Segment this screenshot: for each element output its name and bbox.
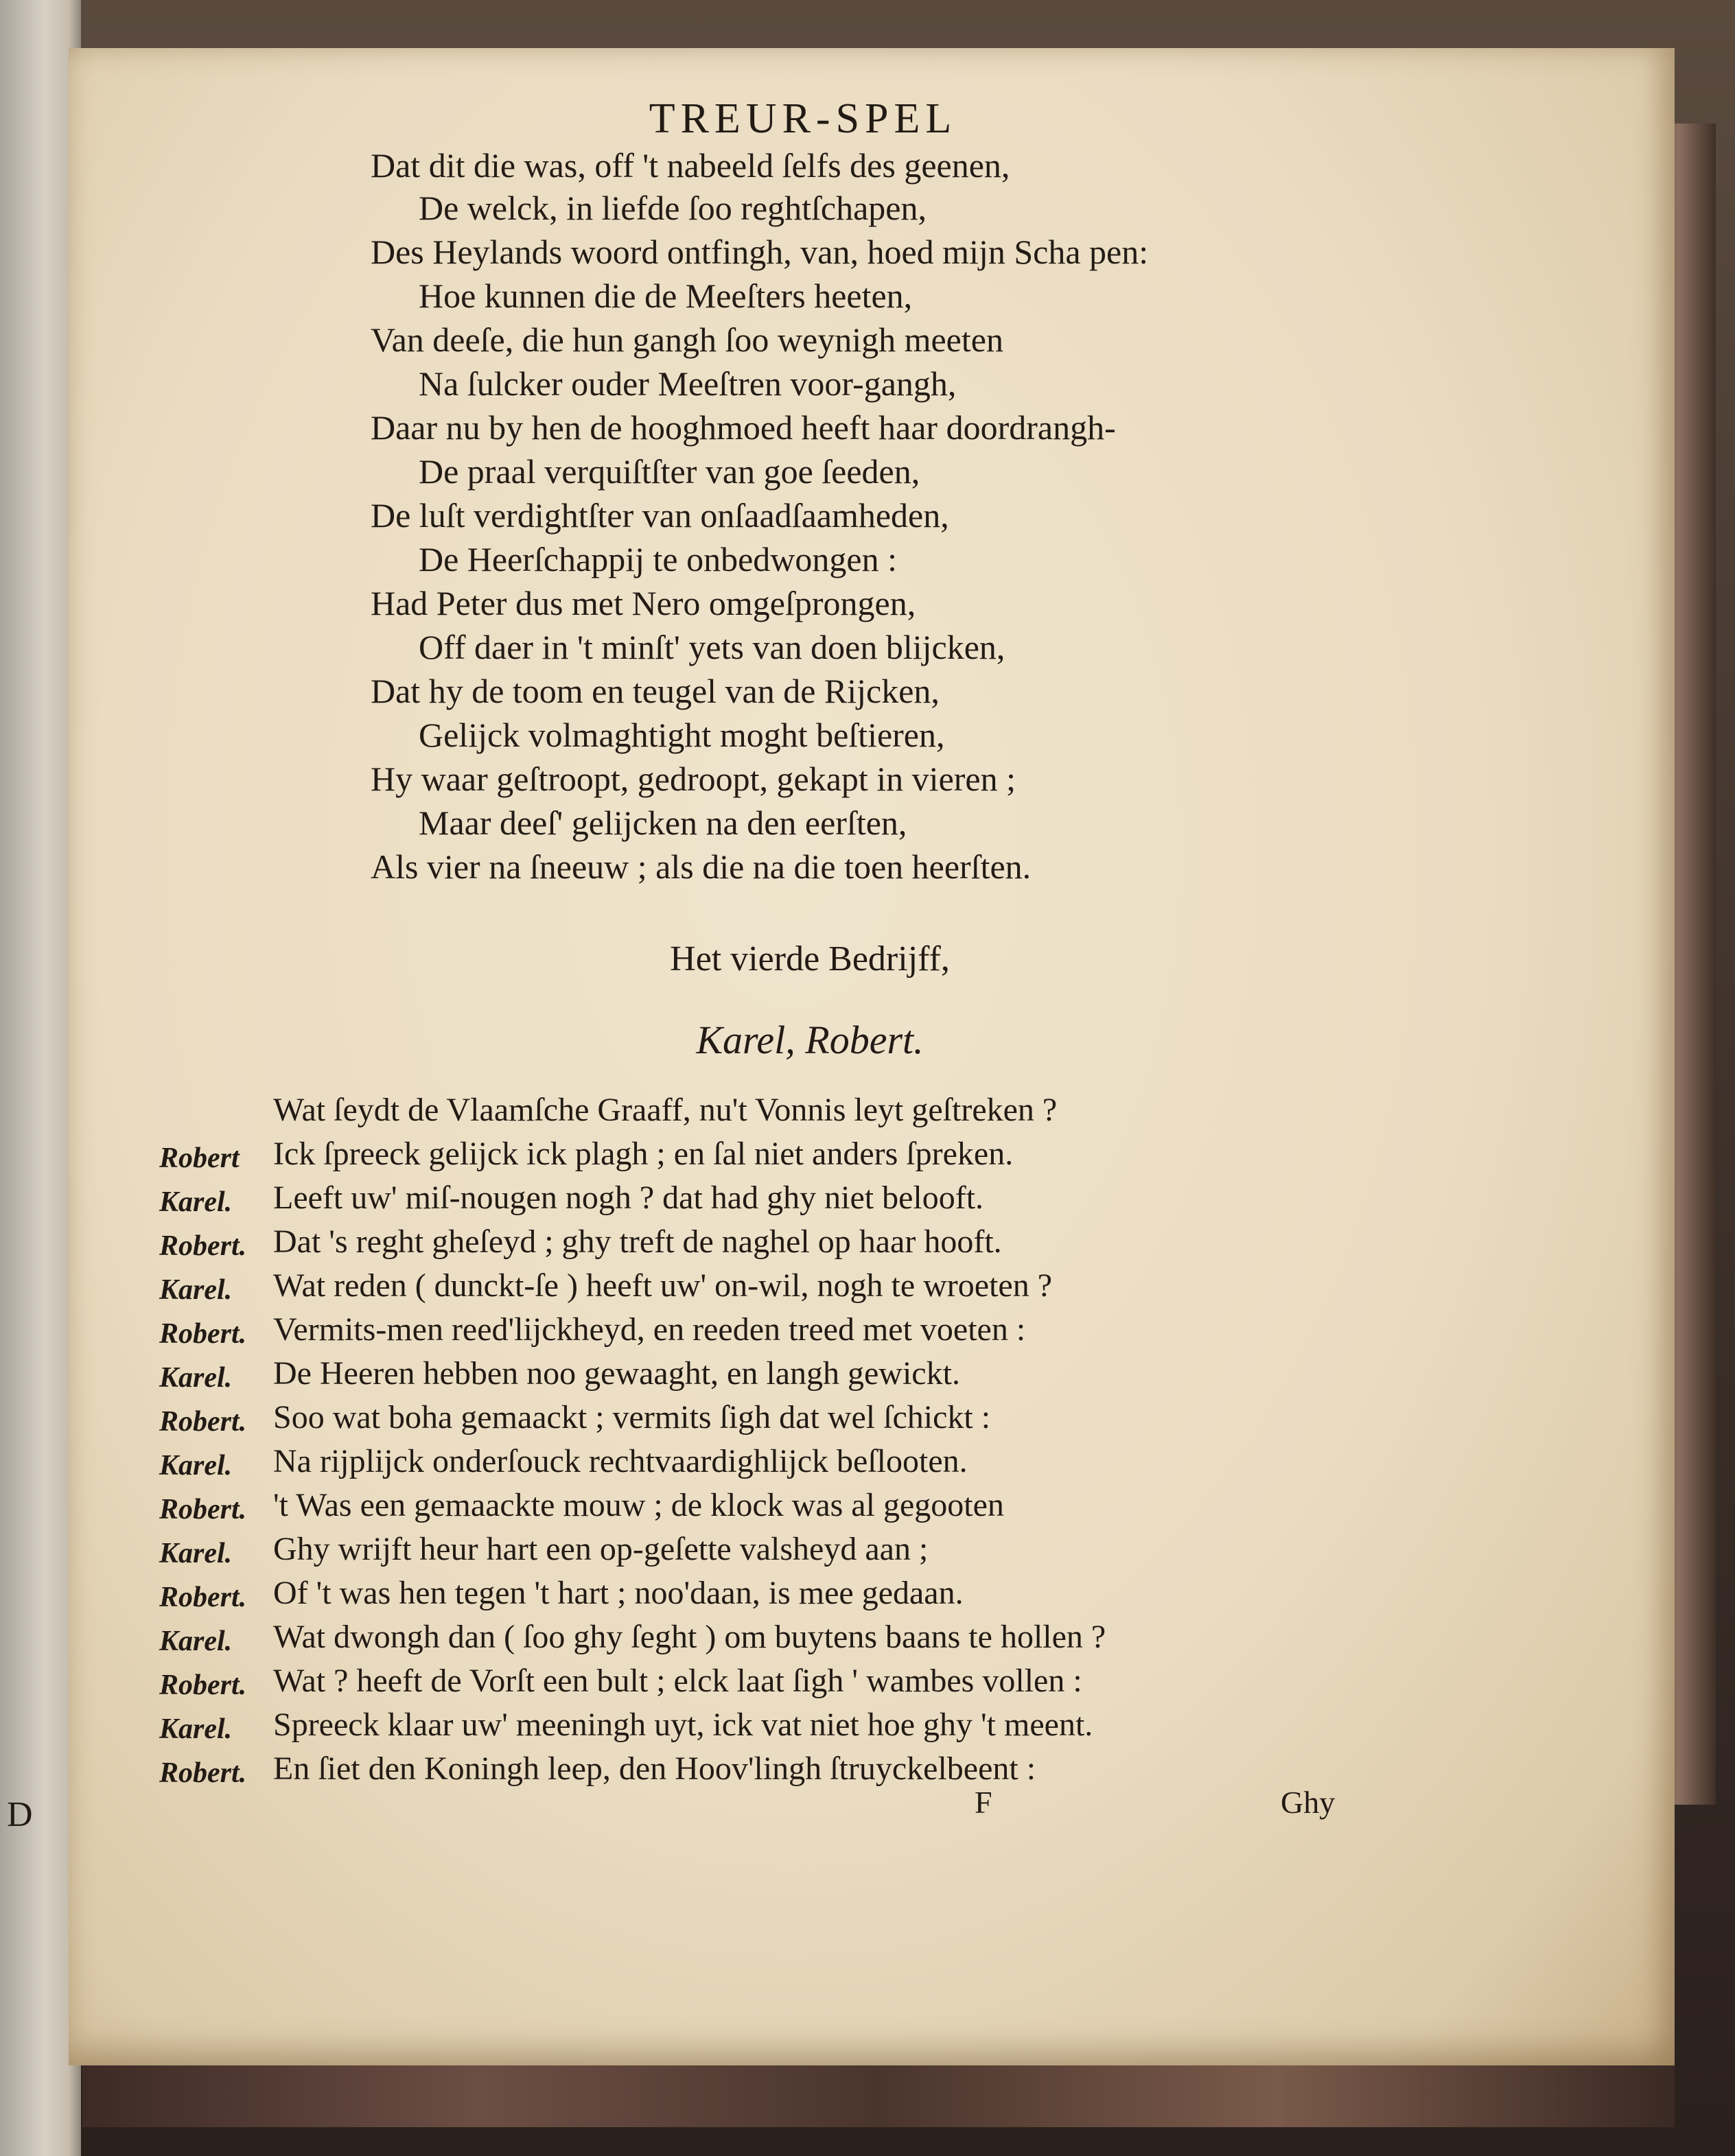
verse-line: Maar deeſ' gelijcken na den eerſten,: [419, 804, 907, 842]
catchword: Ghy: [1281, 1785, 1336, 1820]
dialogue-line: Soo wat boha gemaackt ; vermits ſigh dat wel ſchickt :: [273, 1399, 991, 1436]
verse-line: Na ſulcker ouder Meeſtren voor-gangh,: [419, 364, 957, 403]
speaker-name: Robert.: [159, 1669, 247, 1701]
verse-line: Dat hy de toom en teugel van de Rijcken,: [371, 672, 940, 710]
dialogue-line: 't Was een gemaackte mouw ; de klock was al gegooten: [273, 1487, 1004, 1523]
speaker-name: Karel.: [159, 1186, 233, 1218]
verse-line: De welck, in liefde ſoo reghtſchapen,: [419, 189, 927, 227]
speaker-name: Robert.: [159, 1406, 247, 1438]
dialogue-line: De Heeren hebben noo gewaaght, en langh gewickt.: [273, 1355, 960, 1392]
dialogue-line: Wat ? heeft de Vorſt een bult ; elck laat ſigh ' wambes vollen :: [273, 1663, 1082, 1699]
verse-line: Des Heylands woord ontfingh, van, hoed mijn Scha pen:: [371, 233, 1149, 271]
running-head: TREUR-SPEL: [649, 95, 957, 142]
verse-line: Hoe kunnen die de Meeſters heeten,: [419, 277, 913, 315]
dialogue-line: Wat ſeydt de Vlaamſche Graaff, nu't Vonnis leyt geſtreken ?: [273, 1092, 1058, 1128]
dialogue-line: Leeft uw' miſ-nougen nogh ? dat had ghy niet belooft.: [273, 1180, 984, 1216]
speaker-name: Robert.: [159, 1494, 247, 1525]
speaker-name: Karel.: [159, 1274, 233, 1306]
dialogue-line: Wat dwongh dan ( ſoo ghy ſeght ) om buytens baans te hollen ?: [273, 1619, 1106, 1655]
left-margin-fragment: D: [7, 1795, 33, 1834]
verse-line: Off daer in 't minſt' yets van doen blijcken,: [419, 628, 1005, 666]
act-heading: Het vierde Bedrijff,: [670, 939, 950, 979]
verse-line: De Heerſchappij te onbedwongen :: [419, 540, 897, 578]
verse-line: Dat dit die was, off 't nabeeld ſelfs des geenen,: [371, 146, 1010, 185]
verse-line: De praal verquiſtſter van goe ſeeden,: [419, 452, 920, 491]
cast-list: Karel, Robert.: [696, 1018, 924, 1062]
dialogue-line: Wat reden ( dunckt-ſe ) heeft uw' on-wil, nogh te wroeten ?: [273, 1267, 1053, 1304]
verse-line: Had Peter dus met Nero omgeſprongen,: [371, 584, 916, 622]
signature-mark: F: [975, 1785, 992, 1820]
speaker-name: Karel.: [159, 1626, 233, 1657]
dialogue-line: Vermits-men reed'lijckheyd, en reeden treed met voeten :: [273, 1311, 1026, 1348]
speaker-name: Robert: [159, 1143, 240, 1174]
dialogue-line: Ick ſpreeck gelijck ick plagh ; en ſal niet anders ſpreken.: [273, 1136, 1014, 1172]
speaker-name: Karel.: [159, 1538, 233, 1569]
speaker-name: Karel.: [159, 1713, 233, 1745]
speaker-name: Robert.: [159, 1582, 247, 1613]
dialogue-line: Spreeck klaar uw' meeningh uyt, ick vat niet hoe ghy 't meent.: [273, 1707, 1093, 1743]
speaker-name: Karel.: [159, 1450, 233, 1481]
verse-line: De luſt verdightſter van onſaadſaamheden,: [371, 496, 949, 535]
dialogue-line: Na rijplijck onderſouck rechtvaardighlijck beſlooten.: [273, 1443, 968, 1479]
dialogue-line: Ghy wrijft heur hart een op-geſette valsheyd aan ;: [273, 1531, 929, 1567]
speaker-name: Robert.: [159, 1318, 247, 1350]
speaker-name: Robert.: [159, 1230, 247, 1262]
speaker-name: Robert.: [159, 1757, 247, 1789]
verse-line: Van deeſe, die hun gangh ſoo weynigh meeten: [371, 320, 1003, 359]
verse-line: Gelijck volmaghtight moght beſtieren,: [419, 716, 945, 754]
dialogue-line: En ſiet den Koningh leep, den Hoov'lingh ſtruyckelbeent :: [273, 1750, 1036, 1787]
verse-line: Als vier na ſneeuw ; als die na die toen heerſten.: [371, 847, 1032, 886]
verse-line: Hy waar geſtroopt, gedroopt, gekapt in vieren ;: [371, 760, 1016, 798]
dialogue-line: Of 't was hen tegen 't hart ; noo'daan, is mee gedaan.: [273, 1575, 964, 1611]
dialogue-line: Dat 's reght gheſeyd ; ghy treft de naghel op haar hooft.: [273, 1223, 1002, 1260]
speaker-name: Karel.: [159, 1362, 233, 1394]
verse-line: Daar nu by hen de hooghmoed heeft haar doordrangh-: [371, 408, 1116, 447]
